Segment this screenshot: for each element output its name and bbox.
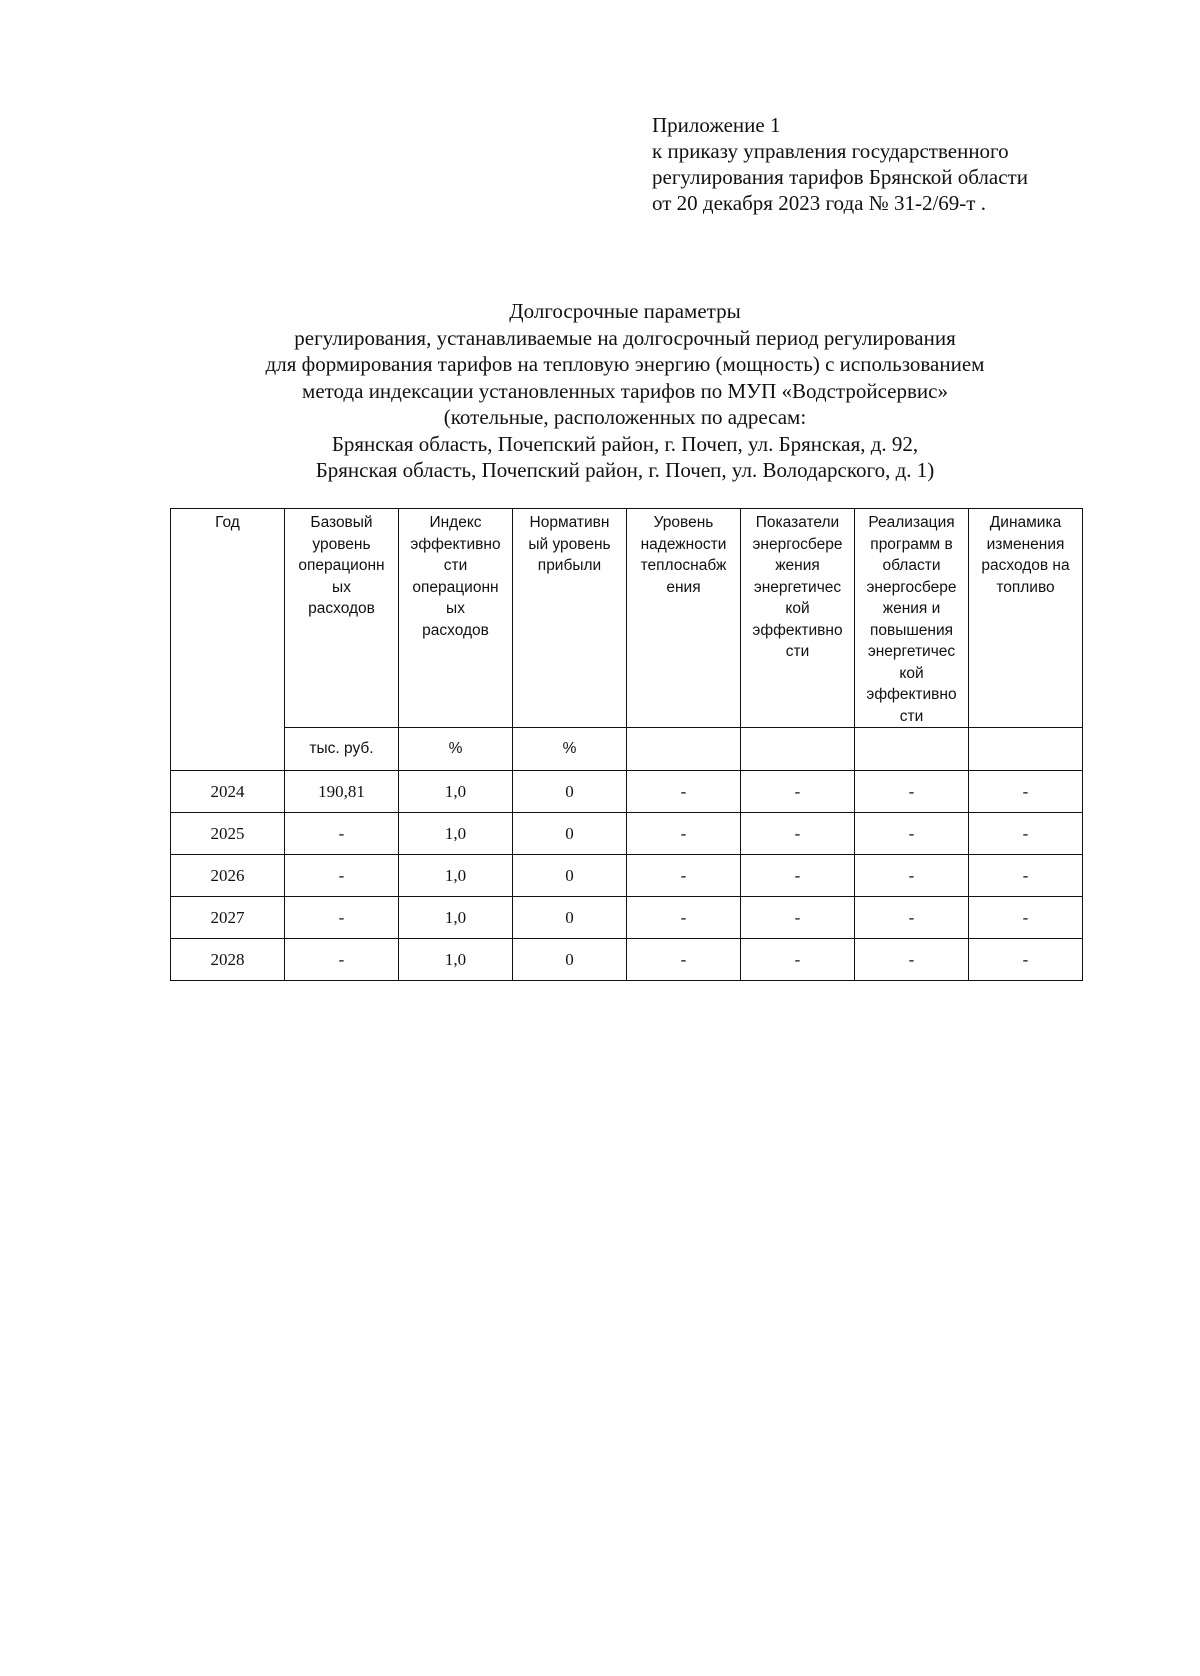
table-cell: 1,0 (399, 939, 513, 981)
header-line: ых (332, 578, 351, 596)
header-line: расходов (308, 600, 375, 617)
header-line: повышения (869, 621, 954, 639)
table-row (171, 855, 1083, 897)
header-line: Динамика (989, 514, 1062, 531)
table-cell: - (969, 771, 1083, 813)
unit-cell: тыс. руб. (285, 728, 399, 771)
unit-cell (855, 728, 969, 771)
heading-line: Брянская область, Почепский район, г. Почеп, ул. Володарского, д. 1) (315, 458, 935, 482)
table-cell: - (855, 939, 969, 981)
appendix-line: от 20 декабря 2023 года № 31-2/69-т . (652, 191, 986, 215)
header-line: надежности (640, 535, 727, 553)
header-line: энергетичес (867, 643, 956, 660)
header-line: операционн (412, 578, 499, 596)
header-line: программ в (870, 535, 953, 553)
unit-cell: % (513, 728, 627, 771)
table-cell: - (741, 939, 855, 981)
table-cell: 2024 (171, 771, 285, 813)
header-line: ых (446, 600, 465, 617)
heading-line: Брянская область, Почепский район, г. Почеп, ул. Брянская, д. 92, (331, 431, 919, 456)
header-year (171, 509, 285, 728)
table-cell: 2025 (171, 813, 285, 855)
table-header-row (171, 509, 1083, 728)
header-line: энергетичес (753, 578, 842, 596)
header-line: Показатели (755, 514, 840, 531)
header-line: изменения (986, 535, 1065, 553)
table-cell: - (627, 771, 741, 813)
unit-cell (171, 728, 285, 771)
table-cell: - (969, 855, 1083, 897)
table-row (171, 813, 1083, 855)
header-line: теплоснабж (640, 557, 727, 574)
header-line: ый уровень (528, 535, 611, 553)
table-row (171, 897, 1083, 939)
unit-cell (627, 728, 741, 771)
table-cell: 190,81 (285, 771, 399, 813)
header-reliability (627, 509, 741, 728)
header-energy-saving (741, 509, 855, 728)
table-cell: - (741, 771, 855, 813)
header-line: Уровень (653, 514, 714, 531)
table-cell: 2026 (171, 855, 285, 897)
document-heading (0, 298, 1200, 484)
heading-line: метода индексации установленных тарифов по МУП «Водстройсервис» (302, 378, 948, 403)
table-cell: 0 (513, 897, 627, 939)
table-cell: - (855, 771, 969, 813)
heading-line: для формирования тарифов на тепловую энергию (мощность) с использованием (265, 352, 985, 376)
header-line: Индекс (429, 514, 482, 531)
table-cell: 1,0 (399, 771, 513, 813)
unit-cell (741, 728, 855, 771)
heading-line: Долгосрочные параметры (509, 299, 741, 323)
header-line: эффективно (752, 621, 843, 639)
header-line: эффективно (866, 686, 957, 703)
header-line: прибыли (537, 557, 602, 574)
header-line: жения (775, 557, 820, 574)
header-line: энергосбере (752, 535, 843, 553)
table-cell: - (741, 855, 855, 897)
header-line: энергосбере (866, 578, 957, 596)
table-cell: - (627, 897, 741, 939)
table-cell: 1,0 (399, 897, 513, 939)
header-line: области (882, 557, 941, 574)
header-line: кой (899, 664, 924, 682)
unit-cell (969, 728, 1083, 771)
header-line: Реализация (868, 514, 955, 531)
appendix-block (652, 112, 1028, 216)
header-line: сти (443, 557, 468, 574)
header-line: сти (899, 707, 924, 725)
table-cell: - (285, 939, 399, 981)
table-cell: - (627, 813, 741, 855)
header-fuel-dynamics (969, 509, 1083, 728)
heading-line: (котельные, расположенных по адресам: (443, 405, 807, 429)
table-cell: - (969, 897, 1083, 939)
header-line: расходов на (981, 557, 1070, 574)
table-units-row (171, 728, 1083, 771)
table-cell: 0 (513, 855, 627, 897)
table-cell: - (969, 939, 1083, 981)
appendix-line: к приказу управления государственного (652, 139, 1009, 163)
header-line: уровень (312, 535, 371, 553)
header-line: эффективно (410, 535, 501, 553)
table-cell: 1,0 (399, 855, 513, 897)
appendix-line: Приложение 1 (652, 113, 781, 137)
table-cell: 0 (513, 939, 627, 981)
table-cell: - (627, 939, 741, 981)
table-row (171, 939, 1083, 981)
appendix-line: регулирования тарифов Брянской области (652, 165, 1028, 189)
table-cell: - (855, 813, 969, 855)
header-efficiency-index (399, 509, 513, 728)
table-cell: - (285, 813, 399, 855)
header-line: топливо (996, 578, 1055, 596)
table-cell: 2028 (171, 939, 285, 981)
header-line: ения (666, 578, 701, 596)
table-cell: - (855, 855, 969, 897)
table-cell: - (741, 897, 855, 939)
table-row (171, 771, 1083, 813)
header-line: Нормативн (529, 514, 610, 531)
table-cell: 0 (513, 813, 627, 855)
table-cell: - (741, 813, 855, 855)
header-line: операционн (298, 557, 385, 574)
header-line: жения и (882, 600, 941, 617)
table-cell: - (969, 813, 1083, 855)
header-line: расходов (422, 621, 489, 639)
parameters-table (170, 508, 1083, 981)
table-cell: - (285, 897, 399, 939)
table-cell: - (285, 855, 399, 897)
table-cell: 2027 (171, 897, 285, 939)
header-line: кой (785, 600, 810, 617)
header-programs (855, 509, 969, 728)
table-cell: 0 (513, 771, 627, 813)
header-line: Год (215, 514, 240, 531)
table-cell: 1,0 (399, 813, 513, 855)
header-profit-level (513, 509, 627, 728)
header-line: сти (785, 643, 810, 660)
table-cell: - (627, 855, 741, 897)
unit-cell: % (399, 728, 513, 771)
header-line: Базовый (310, 514, 373, 531)
heading-line: регулирования, устанавливаемые на долгосрочный период регулирования (294, 325, 956, 350)
header-base-opex (285, 509, 399, 728)
table-cell: - (855, 897, 969, 939)
